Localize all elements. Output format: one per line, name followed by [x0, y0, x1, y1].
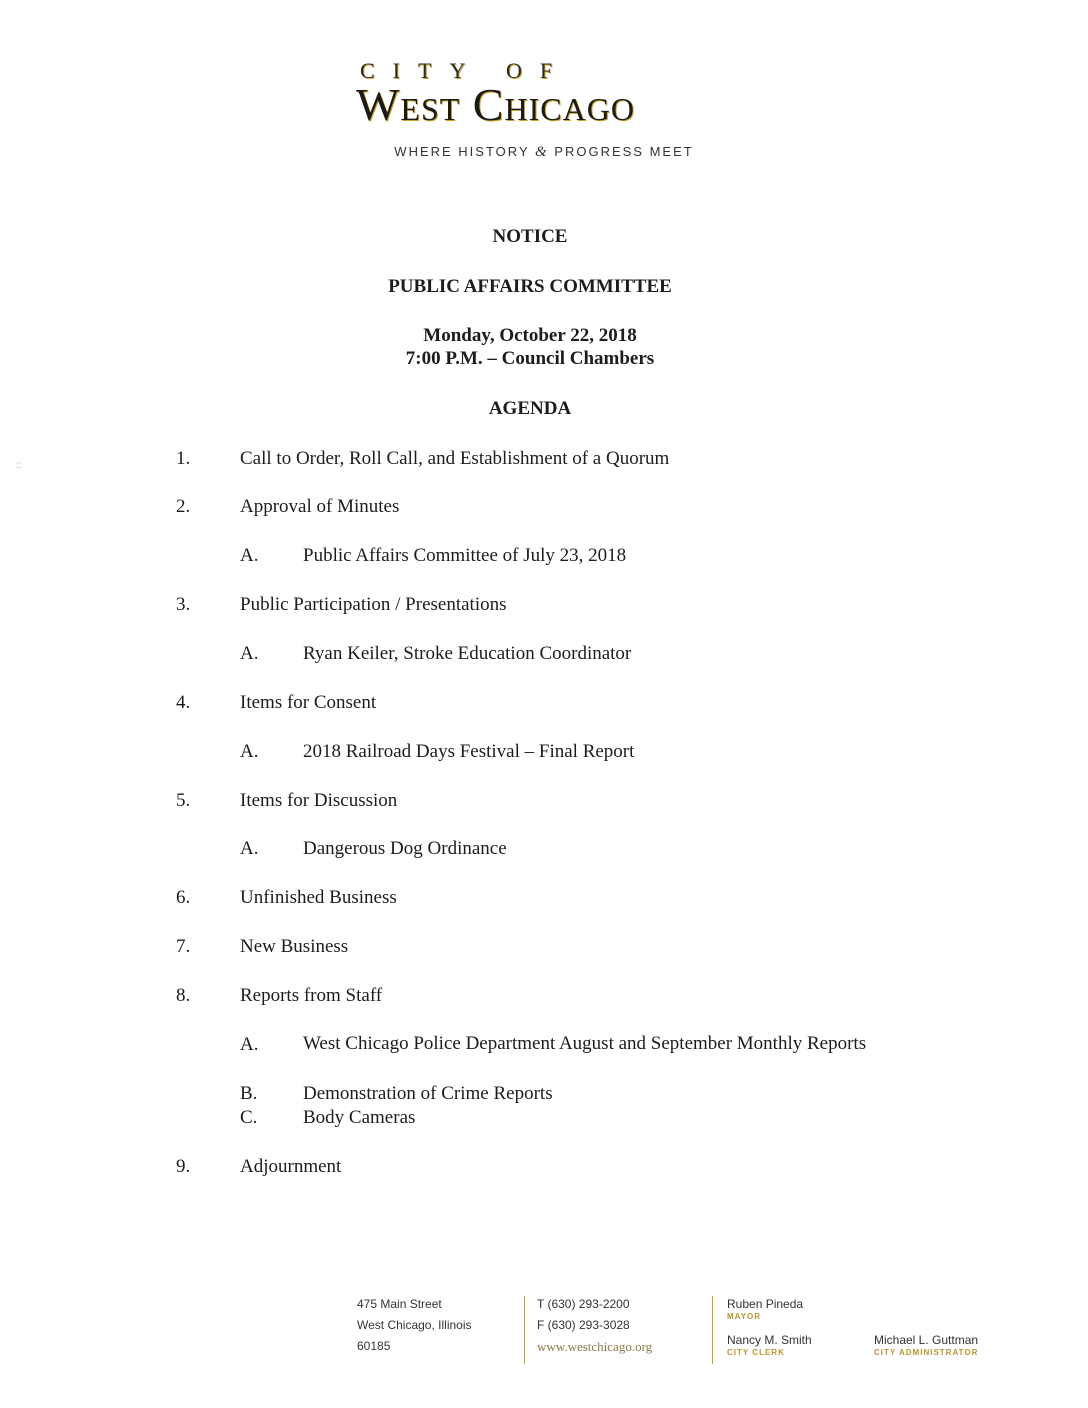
administrator-role: CITY ADMINISTRATOR	[874, 1348, 979, 1357]
address-street: 475 Main Street	[357, 1297, 442, 1311]
administrator-name: Michael L. Guttman	[874, 1333, 979, 1347]
agenda-item-3a-letter: A.	[240, 643, 259, 664]
footer-divider	[712, 1296, 713, 1364]
tagline-after: PROGRESS MEET	[548, 144, 694, 159]
agenda-item-8-number: 8.	[176, 985, 191, 1006]
mayor-name: Ruben Pineda	[727, 1297, 804, 1311]
meeting-date: Monday, October 22, 2018	[423, 325, 637, 346]
margin-mark: ::	[16, 460, 22, 471]
agenda-item-7-text: New Business	[240, 936, 349, 957]
agenda-item-5-number: 5.	[176, 790, 191, 811]
agenda-item-8-text: Reports from Staff	[240, 985, 383, 1006]
agenda-item-6-number: 6.	[176, 887, 191, 908]
agenda-item-8b-text: Demonstration of Crime Reports	[303, 1083, 553, 1104]
address-zip: 60185	[357, 1339, 391, 1353]
address-city: West Chicago, Illinois	[357, 1318, 472, 1332]
footer-website-link[interactable]: www.westchicago.org	[537, 1339, 653, 1354]
agenda-item-8c-letter: C.	[240, 1107, 258, 1128]
footer-address	[357, 1294, 472, 1357]
notice-heading: NOTICE	[492, 226, 568, 247]
footer-contact	[537, 1294, 652, 1357]
tagline-ampersand: &	[535, 144, 549, 160]
logo-city-of: CITY OF	[360, 58, 571, 83]
agenda-item-6-text: Unfinished Business	[240, 887, 397, 908]
agenda-item-8a-text: West Chicago Police Department August and September Monthly Reports	[303, 1033, 867, 1054]
agenda-item-7-number: 7.	[176, 936, 191, 957]
tagline	[0, 144, 1088, 161]
agenda-item-1-text: Call to Order, Roll Call, and Establishment of a Quorum	[240, 448, 670, 469]
agenda-heading: AGENDA	[488, 398, 572, 419]
meeting-time-place: 7:00 P.M. – Council Chambers	[405, 348, 655, 369]
agenda-item-5a-letter: A.	[240, 838, 259, 859]
agenda-item-4-text: Items for Consent	[240, 692, 377, 713]
agenda-item-3-number: 3.	[176, 594, 191, 615]
agenda-item-8c-text: Body Cameras	[303, 1107, 416, 1128]
agenda-item-1-number: 1.	[176, 448, 191, 469]
footer-clerk	[727, 1332, 812, 1357]
clerk-name: Nancy M. Smith	[727, 1333, 812, 1347]
footer-mayor	[727, 1296, 803, 1321]
agenda-item-4-number: 4.	[176, 692, 191, 713]
agenda-item-2a-letter: A.	[240, 545, 259, 566]
mayor-role: MAYOR	[727, 1312, 762, 1321]
logo-west-chicago: West Chicago	[356, 79, 635, 130]
agenda-item-3-text: Public Participation / Presentations	[240, 594, 507, 615]
agenda-item-2-number: 2.	[176, 496, 191, 517]
clerk-role: CITY CLERK	[727, 1348, 785, 1357]
agenda-item-4a-text: 2018 Railroad Days Festival – Final Report	[303, 741, 635, 762]
agenda-item-3a-text: Ryan Keiler, Stroke Education Coordinator	[303, 643, 632, 664]
footer-divider	[524, 1296, 525, 1364]
agenda-item-5-text: Items for Discussion	[240, 790, 398, 811]
agenda-item-2-text: Approval of Minutes	[240, 496, 400, 517]
agenda-item-5a-text: Dangerous Dog Ordinance	[303, 838, 507, 859]
footer-phone: T (630) 293-2200	[537, 1297, 630, 1311]
agenda-item-8a-letter: A.	[240, 1034, 259, 1055]
footer-fax: F (630) 293-3028	[537, 1318, 630, 1332]
agenda-item-4a-letter: A.	[240, 741, 259, 762]
agenda-item-8b-letter: B.	[240, 1083, 258, 1104]
agenda-item-2a-text: Public Affairs Committee of July 23, 2018	[303, 545, 627, 566]
footer-administrator	[874, 1332, 978, 1357]
committee-heading: PUBLIC AFFAIRS COMMITTEE	[388, 276, 672, 297]
agenda-item-9-number: 9.	[176, 1156, 191, 1177]
tagline-before: WHERE HISTORY	[394, 144, 535, 159]
agenda-item-9-text: Adjournment	[240, 1156, 342, 1177]
